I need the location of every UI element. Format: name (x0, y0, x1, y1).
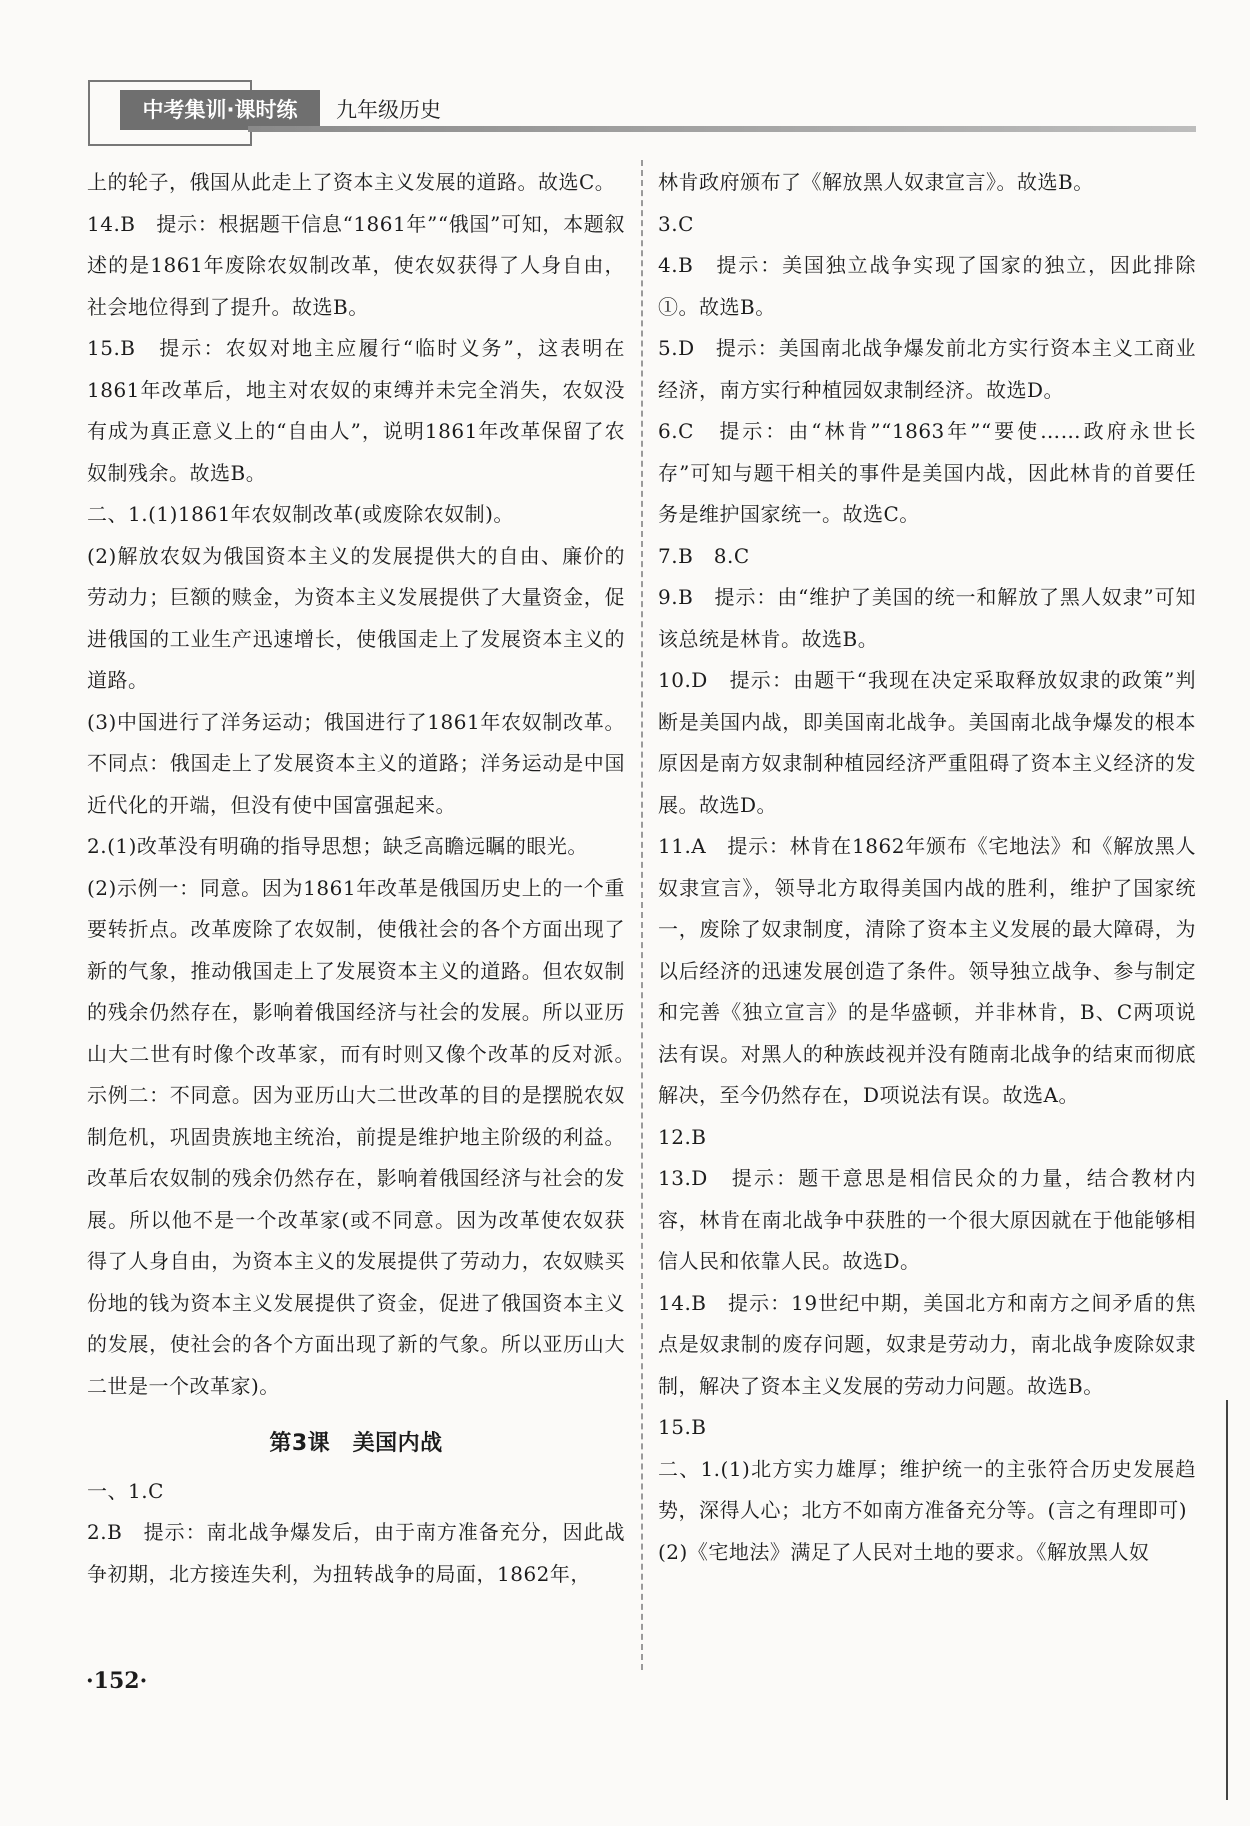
page-number: ·152· (86, 1668, 148, 1694)
page-edge-line (1226, 1400, 1228, 1800)
paragraph: (2)解放农奴为俄国资本主义的发展提供大的自由、廉价的劳动力；巨额的赎金，为资本主义发展提供了大量资金，促进俄国的工业生产迅速增长，使俄国走上了发展资本主义的道路。 (87, 543, 625, 692)
header-rule (248, 126, 1196, 132)
left-column (87, 162, 646, 1595)
paragraph: 15.B (658, 1415, 707, 1439)
paragraph: (3)中国进行了洋务运动；俄国进行了1861年农奴制改革。不同点：俄国走上了发展资本主义的道路；洋务运动是中国近代化的开端，但没有使中国富强起来。 (87, 709, 625, 817)
paragraph: 上的轮子，俄国从此走上了资本主义发展的道路。故选C。 (87, 170, 616, 194)
paragraph: (2)《宅地法》满足了人民对土地的要求。《解放黑人奴 (658, 1539, 1150, 1564)
paragraph: 一、1.C (87, 1478, 164, 1503)
paragraph: 二、1.(1)1861年农奴制改革(或废除农奴制)。 (87, 502, 514, 526)
paragraph: 林肯政府颁布了《解放黑人奴隶宣言》。故选B。 (658, 170, 1094, 194)
paragraph: 5.D 提示：美国南北战争爆发前北方实行资本主义工商业经济，南方实行种植园奴隶制经济。故选D。 (658, 336, 1196, 402)
lesson-title: 第3课 美国内战 (269, 1431, 443, 1456)
subject-label: 九年级历史 (336, 98, 441, 122)
paragraph: 14.B 提示：根据题干信息“1861年”“俄国”可知，本题叙述的是1861年废除农奴制改革，使农奴获得了人身自由，社会地位得到了提升。故选B。 (87, 211, 625, 319)
paragraph: 9.B 提示：由“维护了美国的统一和解放了黑人奴隶”可知该总统是林肯。故选B。 (658, 585, 1196, 651)
series-badge: 中考集训·课时练 (120, 90, 320, 130)
paragraph: 6.C 提示：由“林肯”“1863年”“要使……政府永世长存”可知与题干相关的事件是美国内战，因此林肯的首要任务是维护国家统一。故选C。 (658, 419, 1196, 526)
paragraph: 14.B 提示：19世纪中期，美国北方和南方之间矛盾的焦点是奴隶制的废存问题，奴隶是劳动力，南北战争废除奴隶制，解决了资本主义发展的劳动力问题。故选B。 (658, 1290, 1196, 1398)
paragraph: 11.A 提示：林肯在1862年颁布《宅地法》和《解放黑人奴隶宣言》，领导北方取得美国内战的胜利，维护了国家统一，废除了奴隶制度，清除了资本主义发展的最大障碍，为以后经济的迅速发展创造了条件。领导独立战争、参与制定和完善《独立宣言》的是华盛顿，并非林肯，B、C两项说法有误。对黑人的种族歧视并没有随南北战争的结束而彻底解决，至今仍然存在，D项说法有误。故选A。 (658, 834, 1196, 1107)
paragraph: 15.B 提示：农奴对地主应履行“临时义务”，这表明在1861年改革后，地主对农奴的束缚并未完全消失，农奴没有成为真正意义上的“自由人”，说明1861年改革保留了农奴制残余。故选B。 (87, 336, 625, 485)
right-column (658, 162, 1196, 1573)
paragraph: 4.B 提示：美国独立战争实现了国家的独立，因此排除①。故选B。 (658, 253, 1196, 319)
paragraph: 2.B 提示：南北战争爆发后，由于南方准备充分，因此战争初期，北方接连失利，为扭转战争的局面，1862年， (87, 1520, 625, 1586)
paragraph: (2)示例一：同意。因为1861年改革是俄国历史上的一个重要转折点。改革废除了农奴制，使俄社会的各个方面出现了新的气象，推动俄国走上了发展资本主义的道路。但农奴制的残余仍然存在，影响着俄国经济与社会的发展。所以亚历山大二世有时像个改革家，而有时则又像个改革的反对派。 示例二：不同意。因为亚历山大二世改革的目的是摆脱农奴制危机，巩固贵族地主统治，前提是维护地主阶级的利益。改革后农奴制的残余仍然存在，影响着俄国经济与社会的发展。所以他不是一个改革家(或不同意。因为改革使农奴获得了人身自由，为资本主义的发展提供了劳动力，农奴赎买份地的钱为资本主义发展提供了资金，促进了俄国资本主义的发展，使社会的各个方面出现了新的气象。所以亚历山大二世是一个改革家)。 (87, 875, 646, 1398)
column-divider (641, 160, 643, 1670)
paragraph: 3.C (658, 211, 694, 236)
paragraph: 7.B 8.C (658, 543, 750, 568)
paragraph: 12.B (658, 1124, 707, 1149)
paragraph: 2.(1)改革没有明确的指导思想；缺乏高瞻远瞩的眼光。 (87, 834, 588, 858)
paragraph: 二、1.(1)北方实力雄厚；维护统一的主张符合历史发展趋势，深得人心；北方不如南方准备充分等。(言之有理即可) (658, 1456, 1196, 1522)
paragraph: 13.D 提示：题干意思是相信民众的力量，结合教材内容，林肯在南北战争中获胜的一个很大原因就在于他能够相信人民和依靠人民。故选D。 (658, 1166, 1196, 1273)
paragraph: 10.D 提示：由题干“我现在决定采取释放奴隶的政策”判断是美国内战，即美国南北战争。美国南北战争爆发的根本原因是南方奴隶制种植园经济严重阻碍了资本主义经济的发展。故选D。 (658, 668, 1196, 817)
page-header (88, 60, 1196, 148)
